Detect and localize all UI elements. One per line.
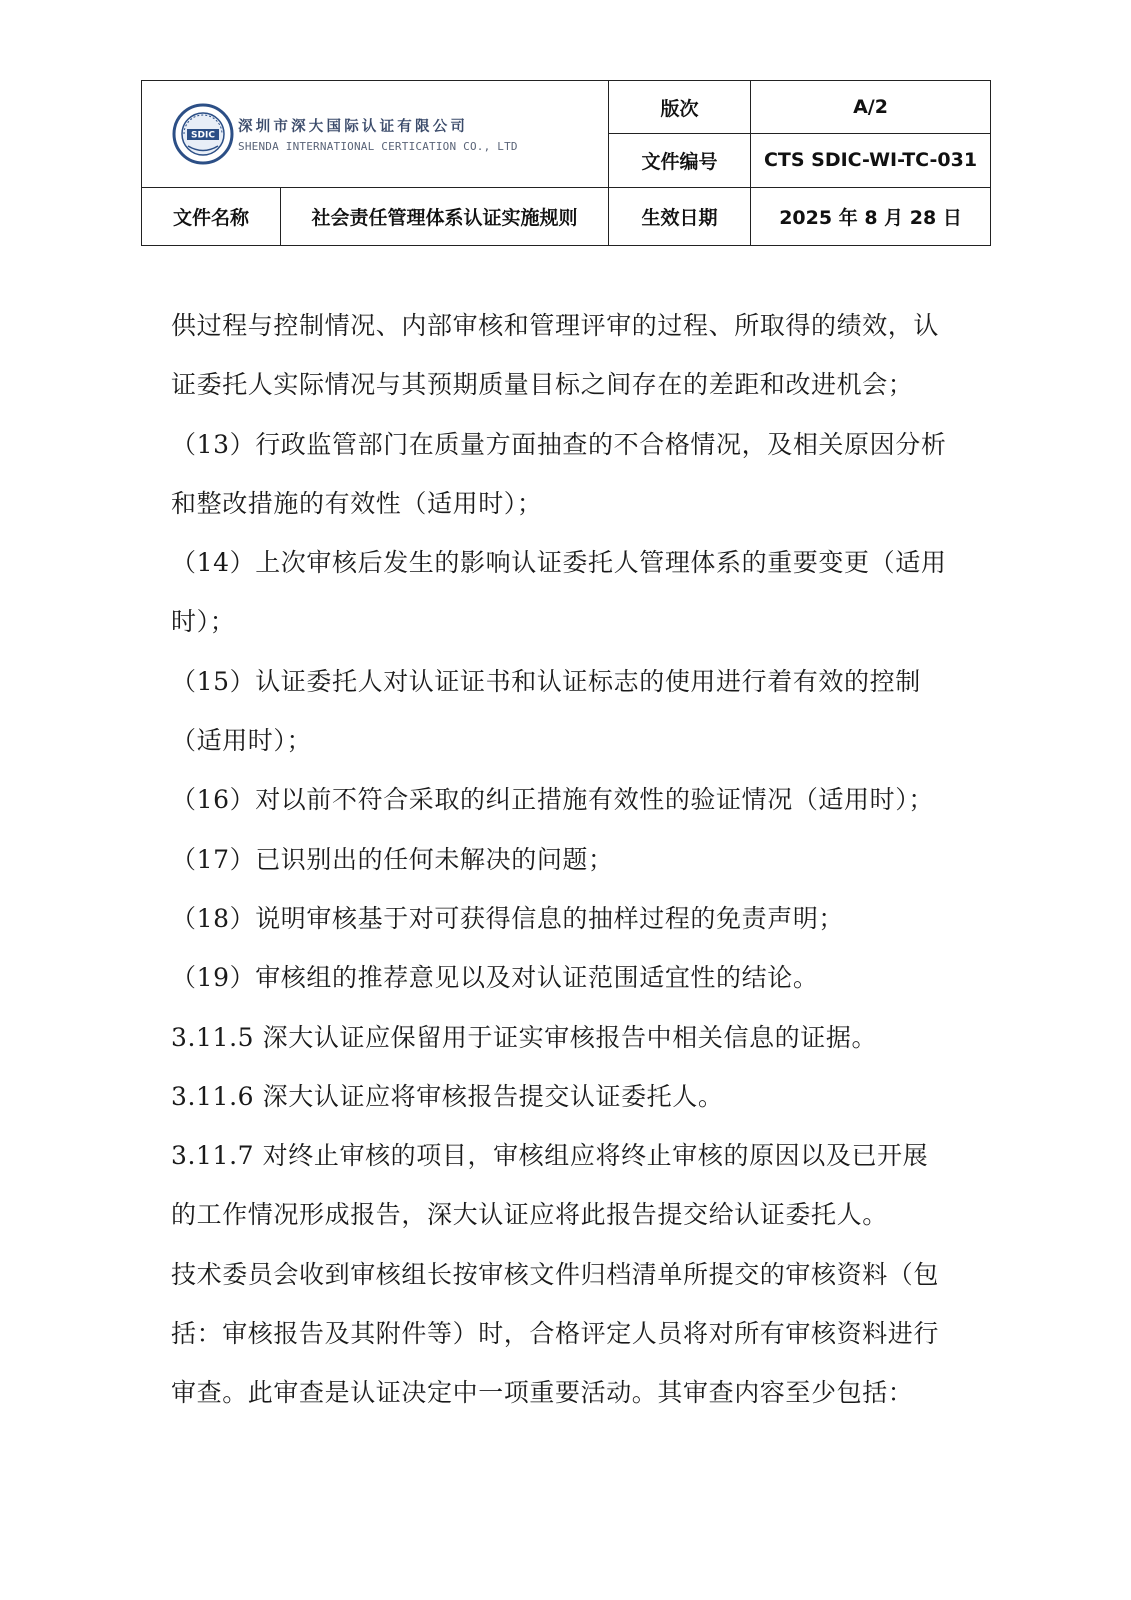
document-body — [171, 296, 961, 1423]
doc-number-label: 文件编号 — [609, 134, 751, 187]
body-line: 供过程与控制情况、内部审核和管理评审的过程、所取得的绩效，认 — [171, 311, 940, 340]
doc-number-value: CTS SDIC-WI-TC-031 — [751, 134, 991, 187]
body-line: （19）审核组的推荐意见以及对认证范围适宜性的结论。 — [171, 963, 819, 993]
body-line: 证委托人实际情况与其预期质量目标之间存在的差距和改进机会； — [171, 370, 914, 400]
svg-text:SDIC: SDIC — [191, 130, 215, 141]
company-name-en: SHENDA INTERNATIONAL CERTICATION CO., LTD — [238, 139, 518, 153]
body-line: 3.11.6 深大认证应将审核报告提交认证委托人。 — [171, 1081, 724, 1111]
body-line: 和整改措施的有效性（适用时）； — [171, 488, 543, 518]
body-line: 的工作情况形成报告，深大认证应将此报告提交给认证委托人。 — [171, 1200, 888, 1230]
effective-date-value: 2025 年 8 月 28 日 — [751, 187, 991, 245]
body-line: （15）认证委托人对认证证书和认证标志的使用进行着有效的控制 — [171, 666, 921, 696]
doc-name-value: 社会责任管理体系认证实施规则 — [281, 187, 609, 245]
company-name-cn: 深圳市深大国际认证有限公司 — [238, 118, 469, 135]
body-line: （13）行政监管部门在质量方面抽查的不合格情况，及相关原因分析 — [171, 429, 947, 459]
version-value: A/2 — [751, 81, 991, 134]
body-line: （16）对以前不符合采取的纠正措施有效性的验证情况（适用时）； — [171, 785, 934, 815]
body-line: （17）已识别出的任何未解决的问题； — [171, 844, 614, 874]
effective-date-label: 生效日期 — [609, 187, 751, 245]
doc-name-label: 文件名称 — [142, 187, 281, 245]
body-line: （适用时）； — [171, 726, 313, 756]
document-header-table — [141, 80, 991, 246]
body-line: 3.11.5 深大认证应保留用于证实审核报告中相关信息的证据。 — [171, 1022, 878, 1052]
body-line: 3.11.7 对终止审核的项目，审核组应将终止审核的原因以及已开展 — [171, 1141, 929, 1171]
version-label: 版次 — [609, 81, 751, 134]
body-line: 技术委员会收到审核组长按审核文件归档清单所提交的审核资料（包 — [171, 1259, 940, 1289]
company-logo-cell — [142, 81, 609, 188]
company-seal-logo — [172, 103, 234, 165]
body-line: （14）上次审核后发生的影响认证委托人管理体系的重要变更（适用 — [171, 548, 947, 578]
body-line: （18）说明审核基于对可获得信息的抽样过程的免责声明； — [171, 903, 845, 933]
body-line: 时）； — [171, 607, 236, 637]
body-line: 括：审核报告及其附件等）时，合格评定人员将对所有审核资料进行 — [171, 1319, 940, 1349]
body-line: 审查。此审查是认证决定中一项重要活动。其审查内容至少包括： — [171, 1378, 914, 1408]
